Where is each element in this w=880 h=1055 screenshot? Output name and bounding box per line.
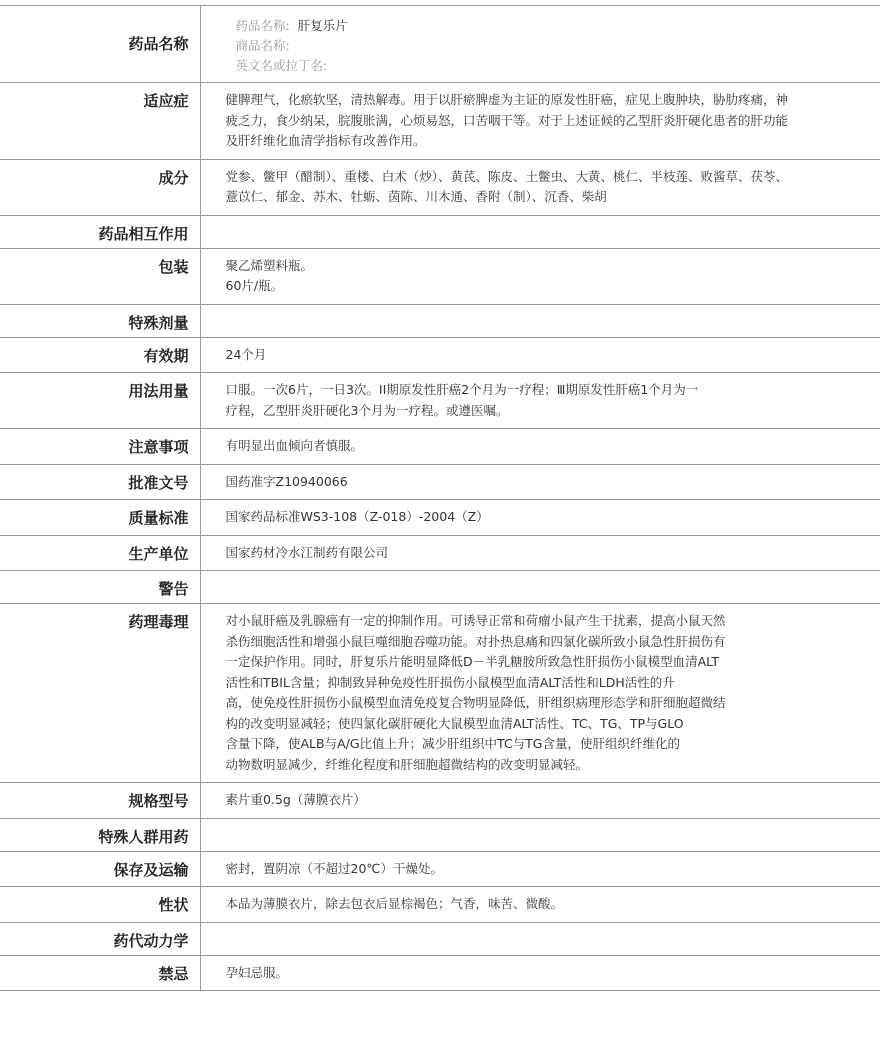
row-value: 健脾理气，化瘀软坚，清热解毒。用于以肝瘀脾虚为主证的原发性肝癌，症见上腹肿块，胁肋疼痛，神疲乏力，食少纳呆，脘腹胀满，心烦易怒，口苦咽干等。对于上述证候的乙型肝炎肝硬化患者的肝功能及肝纤维化血清学指标有改善作用。	[200, 83, 880, 160]
row-label: 质量标准	[0, 500, 200, 536]
english-name-line	[236, 56, 791, 76]
trade-name-label: 商品名称:	[235, 38, 290, 53]
row-packaging	[0, 248, 880, 304]
row-value	[200, 215, 880, 248]
row-ingredients	[0, 159, 880, 215]
row-indications	[0, 83, 880, 160]
row-value: 口服。一次6片，一日3次。II期原发性肝癌2个月为一疗程；Ⅲ期原发性肝癌1个月为一 疗程，乙型肝炎肝硬化3个月为一疗程。或遵医嘱。	[200, 373, 880, 429]
row-quality-standard	[0, 500, 880, 536]
row-label: 用法用量	[0, 373, 200, 429]
row-label: 药品相互作用	[0, 215, 200, 248]
row-precautions	[0, 429, 880, 465]
generic-name-label: 药品名称:	[235, 18, 290, 33]
row-description	[0, 887, 880, 923]
row-label: 成分	[0, 159, 200, 215]
row-value: 对小鼠肝癌及乳腺癌有一定的抑制作用。可诱导正常和荷瘤小鼠产生干扰素，提高小鼠天然 杀伤细胞活性和增强小鼠巨噬细胞吞噬功能。对扑热息痛和四氯化碳所致小鼠急性肝损伤有 一定保护作用。同时，肝复乐片能明显降低D－半乳糖胺所致急性肝损伤小鼠模型血清ALT 活性和TBIL含量；抑制致异种免疫性肝损伤小鼠模型血清ALT活性和LDH活性的升 高，使免疫性肝损伤小鼠模型血清免疫复合物明显降低，肝组织病理形态学和肝细胞超微结 构的改变明显减轻；使四氯化碳肝硬化大鼠模型血清ALT活性、TC、TG、TP与GLO 含量下降，使ALB与A/G比值上升；减少肝组织中TC与TG含量，使肝组织纤维化的 动物数明显减少，纤维化程度和肝细胞超微结构的改变明显减轻。	[200, 604, 880, 783]
row-label: 批准文号	[0, 464, 200, 500]
row-value: 素片重0.5g（薄膜衣片）	[200, 783, 880, 819]
row-warning	[0, 571, 880, 604]
row-label: 保存及运输	[0, 851, 200, 887]
row-label: 药理毒理	[0, 604, 200, 783]
row-value: 密封，置阴凉（不超过20℃）干燥处。	[200, 851, 880, 887]
row-manufacturer	[0, 535, 880, 571]
row-value	[200, 818, 880, 851]
row-approval-number	[0, 464, 880, 500]
row-label: 注意事项	[0, 429, 200, 465]
row-label: 包装	[0, 248, 200, 304]
row-label: 药品名称	[0, 6, 200, 83]
row-value: 24个月	[200, 337, 880, 373]
row-value	[200, 304, 880, 337]
row-shelf-life	[0, 337, 880, 373]
row-special-dosage	[0, 304, 880, 337]
row-value	[200, 922, 880, 955]
generic-name-line	[236, 16, 791, 36]
row-label: 禁忌	[0, 955, 200, 991]
row-label: 警告	[0, 571, 200, 604]
generic-name-value: 肝复乐片	[297, 18, 348, 33]
row-specification	[0, 783, 880, 819]
row-value: 国家药品标准WS3-108（Z-018）-2004（Z）	[200, 500, 880, 536]
row-value: 国药准字Z10940066	[200, 464, 880, 500]
name-block	[200, 6, 880, 83]
row-label: 特殊人群用药	[0, 818, 200, 851]
row-dosage	[0, 373, 880, 429]
trade-name-line	[236, 36, 791, 56]
row-label: 药代动力学	[0, 922, 200, 955]
row-label: 适应症	[0, 83, 200, 160]
english-name-label: 英文名或拉丁名:	[235, 58, 328, 73]
row-value: 国家药材冷水江制药有限公司	[200, 535, 880, 571]
row-pharmacology	[0, 604, 880, 783]
row-value: 党参、鳖甲（醋制）、重楼、白术（炒）、黄芪、陈皮、土鳖虫、大黄、桃仁、半枝莲、败酱草、茯苓、薏苡仁、郁金、苏木、牡蛎、茵陈、川木通、香附（制）、沉香、柴胡	[200, 159, 880, 215]
row-special-population	[0, 818, 880, 851]
drug-spec-sheet	[0, 5, 880, 991]
row-value: 聚乙烯塑料瓶。 60片/瓶。	[200, 248, 880, 304]
row-drug-name	[0, 6, 880, 83]
row-label: 生产单位	[0, 535, 200, 571]
row-label: 有效期	[0, 337, 200, 373]
row-value: 孕妇忌服。	[200, 955, 880, 991]
row-label: 特殊剂量	[0, 304, 200, 337]
row-label: 性状	[0, 887, 200, 923]
row-storage	[0, 851, 880, 887]
row-interactions	[0, 215, 880, 248]
row-value: 有明显出血倾向者慎服。	[200, 429, 880, 465]
row-value: 本品为薄膜衣片，除去包衣后显棕褐色；气香，味苦、微酸。	[200, 887, 880, 923]
row-contraindications	[0, 955, 880, 991]
spec-table	[0, 5, 880, 991]
row-label: 规格型号	[0, 783, 200, 819]
row-pharmacokinetics	[0, 922, 880, 955]
row-value	[200, 571, 880, 604]
